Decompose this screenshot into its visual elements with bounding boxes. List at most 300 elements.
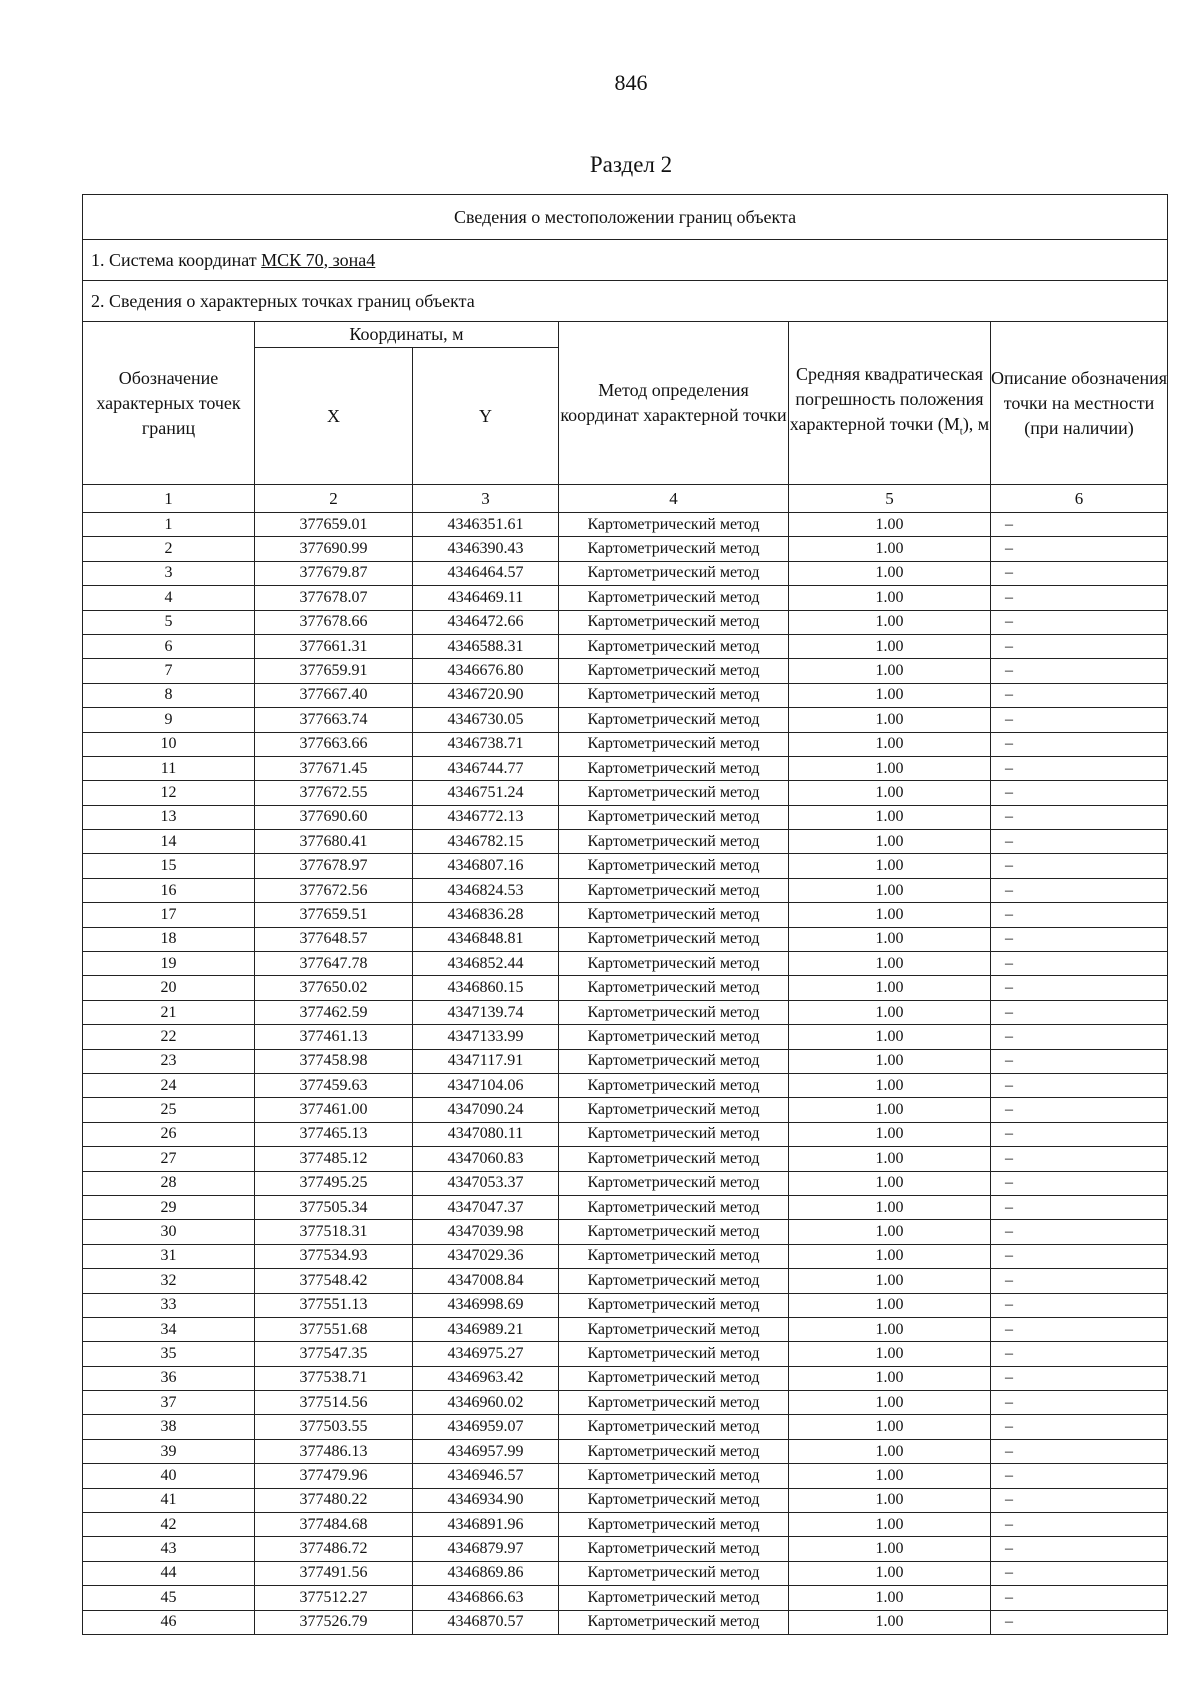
cell-method: Картометрический метод bbox=[559, 1000, 789, 1024]
cell-method: Картометрический метод bbox=[559, 683, 789, 707]
table-row bbox=[83, 1000, 1168, 1024]
cell-point-id: 24 bbox=[83, 1073, 255, 1097]
section-title: Раздел 2 bbox=[589, 152, 673, 177]
cell-description: – bbox=[991, 1098, 1168, 1122]
table-title: Сведения о местоположении границ объекта bbox=[83, 195, 1168, 240]
cell-y-coordinate: 4346869.86 bbox=[413, 1561, 559, 1585]
cell-x-coordinate: 377491.56 bbox=[255, 1561, 413, 1585]
column-number: 1 bbox=[83, 485, 255, 513]
cell-y-coordinate: 4346588.31 bbox=[413, 634, 559, 658]
table-row bbox=[83, 1439, 1168, 1463]
cell-error: 1.00 bbox=[789, 659, 991, 683]
header-error-main: Средняя квадратическая погрешность положения характерной точки (M bbox=[789, 363, 984, 434]
cell-error: 1.00 bbox=[789, 537, 991, 561]
cell-point-id: 9 bbox=[83, 708, 255, 732]
cell-point-id: 42 bbox=[83, 1513, 255, 1537]
cell-y-coordinate: 4346824.53 bbox=[413, 878, 559, 902]
cell-point-id: 21 bbox=[83, 1000, 255, 1024]
header-error-tail: ), м bbox=[962, 413, 990, 434]
cell-method: Картометрический метод bbox=[559, 1147, 789, 1171]
cell-point-id: 40 bbox=[83, 1464, 255, 1488]
cell-description: – bbox=[991, 781, 1168, 805]
column-numbers-row bbox=[83, 485, 1168, 513]
cell-method: Картометрический метод bbox=[559, 976, 789, 1000]
cell-x-coordinate: 377526.79 bbox=[255, 1610, 413, 1634]
cell-error: 1.00 bbox=[789, 830, 991, 854]
cell-description: – bbox=[991, 1317, 1168, 1341]
cell-error: 1.00 bbox=[789, 513, 991, 537]
cell-point-id: 32 bbox=[83, 1269, 255, 1293]
cell-description: – bbox=[991, 561, 1168, 585]
coordinate-system-prefix: 1. Система координат bbox=[91, 249, 262, 270]
cell-error: 1.00 bbox=[789, 952, 991, 976]
cell-y-coordinate: 4346676.80 bbox=[413, 659, 559, 683]
cell-point-id: 18 bbox=[83, 927, 255, 951]
cell-y-coordinate: 4346860.15 bbox=[413, 976, 559, 1000]
cell-x-coordinate: 377459.63 bbox=[255, 1073, 413, 1097]
cell-point-id: 7 bbox=[83, 659, 255, 683]
cell-error: 1.00 bbox=[789, 1293, 991, 1317]
cell-method: Картометрический метод bbox=[559, 1317, 789, 1341]
cell-y-coordinate: 4346464.57 bbox=[413, 561, 559, 585]
cell-x-coordinate: 377690.60 bbox=[255, 805, 413, 829]
table-row bbox=[83, 903, 1168, 927]
cell-y-coordinate: 4346891.96 bbox=[413, 1513, 559, 1537]
cell-method: Картометрический метод bbox=[559, 830, 789, 854]
cell-y-coordinate: 4346720.90 bbox=[413, 683, 559, 707]
cell-method: Картометрический метод bbox=[559, 1342, 789, 1366]
cell-x-coordinate: 377661.31 bbox=[255, 634, 413, 658]
table-row bbox=[83, 781, 1168, 805]
cell-x-coordinate: 377659.91 bbox=[255, 659, 413, 683]
cell-x-coordinate: 377551.13 bbox=[255, 1293, 413, 1317]
cell-point-id: 17 bbox=[83, 903, 255, 927]
cell-point-id: 1 bbox=[83, 513, 255, 537]
cell-description: – bbox=[991, 952, 1168, 976]
table-row bbox=[83, 1415, 1168, 1439]
cell-method: Картометрический метод bbox=[559, 1073, 789, 1097]
cell-description: – bbox=[991, 830, 1168, 854]
cell-method: Картометрический метод bbox=[559, 1220, 789, 1244]
table-row bbox=[83, 878, 1168, 902]
cell-x-coordinate: 377461.00 bbox=[255, 1098, 413, 1122]
table-row bbox=[83, 513, 1168, 537]
cell-point-id: 8 bbox=[83, 683, 255, 707]
cell-x-coordinate: 377485.12 bbox=[255, 1147, 413, 1171]
cell-y-coordinate: 4347039.98 bbox=[413, 1220, 559, 1244]
table-row bbox=[83, 561, 1168, 585]
column-number: 5 bbox=[789, 485, 991, 513]
cell-error: 1.00 bbox=[789, 1220, 991, 1244]
cell-point-id: 11 bbox=[83, 756, 255, 780]
cell-description: – bbox=[991, 1220, 1168, 1244]
cell-error: 1.00 bbox=[789, 854, 991, 878]
cell-y-coordinate: 4347139.74 bbox=[413, 1000, 559, 1024]
table-row bbox=[83, 756, 1168, 780]
cell-y-coordinate: 4347090.24 bbox=[413, 1098, 559, 1122]
cell-error: 1.00 bbox=[789, 1025, 991, 1049]
cell-point-id: 12 bbox=[83, 781, 255, 805]
cell-y-coordinate: 4346738.71 bbox=[413, 732, 559, 756]
cell-x-coordinate: 377659.51 bbox=[255, 903, 413, 927]
cell-x-coordinate: 377518.31 bbox=[255, 1220, 413, 1244]
table-row bbox=[83, 1513, 1168, 1537]
cell-x-coordinate: 377534.93 bbox=[255, 1244, 413, 1268]
cell-y-coordinate: 4346960.02 bbox=[413, 1391, 559, 1415]
cell-x-coordinate: 377461.13 bbox=[255, 1025, 413, 1049]
cell-description: – bbox=[991, 927, 1168, 951]
cell-x-coordinate: 377672.55 bbox=[255, 781, 413, 805]
table-row bbox=[83, 586, 1168, 610]
cell-y-coordinate: 4347133.99 bbox=[413, 1025, 559, 1049]
cell-x-coordinate: 377671.45 bbox=[255, 756, 413, 780]
cell-error: 1.00 bbox=[789, 1049, 991, 1073]
cell-method: Картометрический метод bbox=[559, 1171, 789, 1195]
table-row bbox=[83, 1464, 1168, 1488]
cell-y-coordinate: 4346730.05 bbox=[413, 708, 559, 732]
cell-y-coordinate: 4347060.83 bbox=[413, 1147, 559, 1171]
table-row bbox=[83, 1073, 1168, 1097]
cell-error: 1.00 bbox=[789, 1391, 991, 1415]
cell-y-coordinate: 4346959.07 bbox=[413, 1415, 559, 1439]
cell-x-coordinate: 377486.72 bbox=[255, 1537, 413, 1561]
cell-error: 1.00 bbox=[789, 732, 991, 756]
table-row bbox=[83, 683, 1168, 707]
cell-y-coordinate: 4346957.99 bbox=[413, 1439, 559, 1463]
table-row bbox=[83, 1488, 1168, 1512]
cell-point-id: 6 bbox=[83, 634, 255, 658]
table-row bbox=[83, 537, 1168, 561]
header-coordinates: Координаты, м bbox=[255, 322, 559, 348]
cell-method: Картометрический метод bbox=[559, 1610, 789, 1634]
cell-y-coordinate: 4346836.28 bbox=[413, 903, 559, 927]
points-heading: 2. Сведения о характерных точках границ объекта bbox=[83, 281, 1168, 322]
cell-method: Картометрический метод bbox=[559, 561, 789, 585]
table-row bbox=[83, 1269, 1168, 1293]
cell-method: Картометрический метод bbox=[559, 756, 789, 780]
table-row bbox=[83, 634, 1168, 658]
cell-x-coordinate: 377512.27 bbox=[255, 1586, 413, 1610]
cell-point-id: 31 bbox=[83, 1244, 255, 1268]
table-row bbox=[83, 1220, 1168, 1244]
table-row bbox=[83, 708, 1168, 732]
table-row bbox=[83, 659, 1168, 683]
cell-method: Картометрический метод bbox=[559, 1561, 789, 1585]
cell-x-coordinate: 377479.96 bbox=[255, 1464, 413, 1488]
cell-y-coordinate: 4346946.57 bbox=[413, 1464, 559, 1488]
cell-x-coordinate: 377505.34 bbox=[255, 1195, 413, 1219]
cell-x-coordinate: 377679.87 bbox=[255, 561, 413, 585]
cell-x-coordinate: 377647.78 bbox=[255, 952, 413, 976]
cell-y-coordinate: 4347053.37 bbox=[413, 1171, 559, 1195]
cell-y-coordinate: 4347080.11 bbox=[413, 1122, 559, 1146]
cell-description: – bbox=[991, 1366, 1168, 1390]
cell-y-coordinate: 4346807.16 bbox=[413, 854, 559, 878]
cell-method: Картометрический метод bbox=[559, 805, 789, 829]
cell-description: – bbox=[991, 1049, 1168, 1073]
cell-method: Картометрический метод bbox=[559, 952, 789, 976]
cell-x-coordinate: 377462.59 bbox=[255, 1000, 413, 1024]
cell-description: – bbox=[991, 732, 1168, 756]
table-row bbox=[83, 952, 1168, 976]
cell-y-coordinate: 4346472.66 bbox=[413, 610, 559, 634]
cell-error: 1.00 bbox=[789, 1561, 991, 1585]
cell-description: – bbox=[991, 1025, 1168, 1049]
boundary-points-table bbox=[82, 194, 1168, 1635]
cell-x-coordinate: 377538.71 bbox=[255, 1366, 413, 1390]
cell-point-id: 2 bbox=[83, 537, 255, 561]
cell-method: Картометрический метод bbox=[559, 1098, 789, 1122]
cell-method: Картометрический метод bbox=[559, 854, 789, 878]
cell-y-coordinate: 4346852.44 bbox=[413, 952, 559, 976]
cell-point-id: 20 bbox=[83, 976, 255, 1000]
cell-description: – bbox=[991, 1000, 1168, 1024]
cell-point-id: 26 bbox=[83, 1122, 255, 1146]
cell-error: 1.00 bbox=[789, 1171, 991, 1195]
cell-method: Картометрический метод bbox=[559, 1488, 789, 1512]
table-row bbox=[83, 1586, 1168, 1610]
cell-x-coordinate: 377678.97 bbox=[255, 854, 413, 878]
table-row bbox=[83, 732, 1168, 756]
table-row bbox=[83, 1561, 1168, 1585]
cell-method: Картометрический метод bbox=[559, 610, 789, 634]
table-row bbox=[83, 1366, 1168, 1390]
header-y: Y bbox=[413, 348, 559, 485]
cell-error: 1.00 bbox=[789, 805, 991, 829]
cell-point-id: 14 bbox=[83, 830, 255, 854]
cell-description: – bbox=[991, 513, 1168, 537]
coordinate-system-line bbox=[83, 240, 1168, 281]
table-row bbox=[83, 830, 1168, 854]
cell-description: – bbox=[991, 1513, 1168, 1537]
cell-error: 1.00 bbox=[789, 683, 991, 707]
cell-description: – bbox=[991, 1195, 1168, 1219]
cell-error: 1.00 bbox=[789, 1073, 991, 1097]
cell-y-coordinate: 4346879.97 bbox=[413, 1537, 559, 1561]
cell-description: – bbox=[991, 1171, 1168, 1195]
cell-error: 1.00 bbox=[789, 756, 991, 780]
cell-y-coordinate: 4346351.61 bbox=[413, 513, 559, 537]
cell-method: Картометрический метод bbox=[559, 1439, 789, 1463]
table-row bbox=[83, 610, 1168, 634]
cell-error: 1.00 bbox=[789, 610, 991, 634]
cell-x-coordinate: 377663.66 bbox=[255, 732, 413, 756]
table-row bbox=[83, 1244, 1168, 1268]
cell-method: Картометрический метод bbox=[559, 1464, 789, 1488]
table-row bbox=[83, 1610, 1168, 1634]
cell-point-id: 22 bbox=[83, 1025, 255, 1049]
header-error-sub: t bbox=[959, 425, 963, 438]
cell-x-coordinate: 377514.56 bbox=[255, 1391, 413, 1415]
cell-error: 1.00 bbox=[789, 976, 991, 1000]
table-row bbox=[83, 976, 1168, 1000]
cell-method: Картометрический метод bbox=[559, 1293, 789, 1317]
cell-y-coordinate: 4346751.24 bbox=[413, 781, 559, 805]
cell-error: 1.00 bbox=[789, 1537, 991, 1561]
cell-error: 1.00 bbox=[789, 1147, 991, 1171]
cell-point-id: 39 bbox=[83, 1439, 255, 1463]
cell-description: – bbox=[991, 1269, 1168, 1293]
cell-method: Картометрический метод bbox=[559, 1025, 789, 1049]
cell-point-id: 27 bbox=[83, 1147, 255, 1171]
cell-error: 1.00 bbox=[789, 586, 991, 610]
cell-x-coordinate: 377484.68 bbox=[255, 1513, 413, 1537]
header-x: X bbox=[255, 348, 413, 485]
cell-y-coordinate: 4346963.42 bbox=[413, 1366, 559, 1390]
cell-description: – bbox=[991, 854, 1168, 878]
cell-description: – bbox=[991, 659, 1168, 683]
table-row bbox=[83, 1391, 1168, 1415]
cell-y-coordinate: 4346469.11 bbox=[413, 586, 559, 610]
cell-error: 1.00 bbox=[789, 634, 991, 658]
cell-y-coordinate: 4346975.27 bbox=[413, 1342, 559, 1366]
cell-x-coordinate: 377650.02 bbox=[255, 976, 413, 1000]
column-number: 6 bbox=[991, 485, 1168, 513]
cell-description: – bbox=[991, 586, 1168, 610]
table-row bbox=[83, 1317, 1168, 1341]
cell-description: – bbox=[991, 1561, 1168, 1585]
cell-description: – bbox=[991, 1147, 1168, 1171]
cell-description: – bbox=[991, 1464, 1168, 1488]
cell-error: 1.00 bbox=[789, 1610, 991, 1634]
cell-error: 1.00 bbox=[789, 927, 991, 951]
cell-method: Картометрический метод bbox=[559, 513, 789, 537]
table-row bbox=[83, 854, 1168, 878]
cell-point-id: 43 bbox=[83, 1537, 255, 1561]
cell-error: 1.00 bbox=[789, 1122, 991, 1146]
table-row bbox=[83, 1293, 1168, 1317]
cell-y-coordinate: 4346848.81 bbox=[413, 927, 559, 951]
cell-x-coordinate: 377458.98 bbox=[255, 1049, 413, 1073]
cell-error: 1.00 bbox=[789, 903, 991, 927]
cell-point-id: 19 bbox=[83, 952, 255, 976]
cell-method: Картометрический метод bbox=[559, 732, 789, 756]
table-row bbox=[83, 1147, 1168, 1171]
cell-point-id: 45 bbox=[83, 1586, 255, 1610]
cell-description: – bbox=[991, 683, 1168, 707]
cell-description: – bbox=[991, 1293, 1168, 1317]
cell-point-id: 28 bbox=[83, 1171, 255, 1195]
cell-x-coordinate: 377503.55 bbox=[255, 1415, 413, 1439]
cell-point-id: 10 bbox=[83, 732, 255, 756]
table-row bbox=[83, 1171, 1168, 1195]
cell-method: Картометрический метод bbox=[559, 1195, 789, 1219]
table-row bbox=[83, 1025, 1168, 1049]
cell-x-coordinate: 377480.22 bbox=[255, 1488, 413, 1512]
header-method: Метод определения координат характерной точки bbox=[559, 322, 789, 485]
cell-y-coordinate: 4347104.06 bbox=[413, 1073, 559, 1097]
cell-point-id: 16 bbox=[83, 878, 255, 902]
table-row bbox=[83, 1049, 1168, 1073]
cell-description: – bbox=[991, 610, 1168, 634]
cell-method: Картометрический метод bbox=[559, 1415, 789, 1439]
cell-description: – bbox=[991, 1439, 1168, 1463]
cell-point-id: 44 bbox=[83, 1561, 255, 1585]
cell-error: 1.00 bbox=[789, 1488, 991, 1512]
cell-description: – bbox=[991, 1537, 1168, 1561]
cell-description: – bbox=[991, 1610, 1168, 1634]
cell-description: – bbox=[991, 1391, 1168, 1415]
cell-description: – bbox=[991, 903, 1168, 927]
table-row bbox=[83, 1195, 1168, 1219]
header-point-designation: Обозначение характерных точек границ bbox=[83, 322, 255, 485]
cell-y-coordinate: 4346989.21 bbox=[413, 1317, 559, 1341]
cell-error: 1.00 bbox=[789, 1464, 991, 1488]
cell-point-id: 36 bbox=[83, 1366, 255, 1390]
cell-method: Картометрический метод bbox=[559, 537, 789, 561]
cell-error: 1.00 bbox=[789, 1586, 991, 1610]
cell-x-coordinate: 377678.07 bbox=[255, 586, 413, 610]
cell-error: 1.00 bbox=[789, 1415, 991, 1439]
header-description: Описание обозначения точки на местности (при наличии) bbox=[991, 322, 1168, 485]
column-number: 3 bbox=[413, 485, 559, 513]
cell-description: – bbox=[991, 1122, 1168, 1146]
cell-y-coordinate: 4347047.37 bbox=[413, 1195, 559, 1219]
cell-method: Картометрический метод bbox=[559, 927, 789, 951]
cell-x-coordinate: 377667.40 bbox=[255, 683, 413, 707]
cell-description: – bbox=[991, 537, 1168, 561]
header-error bbox=[789, 322, 991, 485]
cell-point-id: 25 bbox=[83, 1098, 255, 1122]
table-row bbox=[83, 805, 1168, 829]
cell-y-coordinate: 4347008.84 bbox=[413, 1269, 559, 1293]
cell-point-id: 41 bbox=[83, 1488, 255, 1512]
cell-description: – bbox=[991, 1488, 1168, 1512]
cell-y-coordinate: 4346866.63 bbox=[413, 1586, 559, 1610]
cell-description: – bbox=[991, 976, 1168, 1000]
cell-y-coordinate: 4346782.15 bbox=[413, 830, 559, 854]
cell-description: – bbox=[991, 1073, 1168, 1097]
cell-error: 1.00 bbox=[789, 1098, 991, 1122]
cell-method: Картометрический метод bbox=[559, 781, 789, 805]
cell-point-id: 35 bbox=[83, 1342, 255, 1366]
cell-x-coordinate: 377495.25 bbox=[255, 1171, 413, 1195]
cell-description: – bbox=[991, 708, 1168, 732]
cell-y-coordinate: 4346772.13 bbox=[413, 805, 559, 829]
cell-y-coordinate: 4347029.36 bbox=[413, 1244, 559, 1268]
cell-y-coordinate: 4347117.91 bbox=[413, 1049, 559, 1073]
cell-x-coordinate: 377659.01 bbox=[255, 513, 413, 537]
cell-x-coordinate: 377547.35 bbox=[255, 1342, 413, 1366]
cell-description: – bbox=[991, 756, 1168, 780]
cell-x-coordinate: 377678.66 bbox=[255, 610, 413, 634]
cell-error: 1.00 bbox=[789, 781, 991, 805]
cell-description: – bbox=[991, 1244, 1168, 1268]
cell-error: 1.00 bbox=[789, 561, 991, 585]
table-row bbox=[83, 1122, 1168, 1146]
cell-description: – bbox=[991, 1586, 1168, 1610]
coordinate-system-value: МСК 70, зона4 bbox=[261, 249, 376, 270]
cell-point-id: 33 bbox=[83, 1293, 255, 1317]
cell-x-coordinate: 377663.74 bbox=[255, 708, 413, 732]
cell-y-coordinate: 4346870.57 bbox=[413, 1610, 559, 1634]
cell-description: – bbox=[991, 1342, 1168, 1366]
cell-x-coordinate: 377648.57 bbox=[255, 927, 413, 951]
column-number: 2 bbox=[255, 485, 413, 513]
cell-y-coordinate: 4346934.90 bbox=[413, 1488, 559, 1512]
cell-method: Картометрический метод bbox=[559, 1122, 789, 1146]
cell-method: Картометрический метод bbox=[559, 903, 789, 927]
cell-error: 1.00 bbox=[789, 1244, 991, 1268]
cell-x-coordinate: 377690.99 bbox=[255, 537, 413, 561]
cell-description: – bbox=[991, 634, 1168, 658]
cell-method: Картометрический метод bbox=[559, 1391, 789, 1415]
cell-method: Картометрический метод bbox=[559, 634, 789, 658]
cell-x-coordinate: 377486.13 bbox=[255, 1439, 413, 1463]
cell-method: Картометрический метод bbox=[559, 878, 789, 902]
column-number: 4 bbox=[559, 485, 789, 513]
cell-point-id: 15 bbox=[83, 854, 255, 878]
